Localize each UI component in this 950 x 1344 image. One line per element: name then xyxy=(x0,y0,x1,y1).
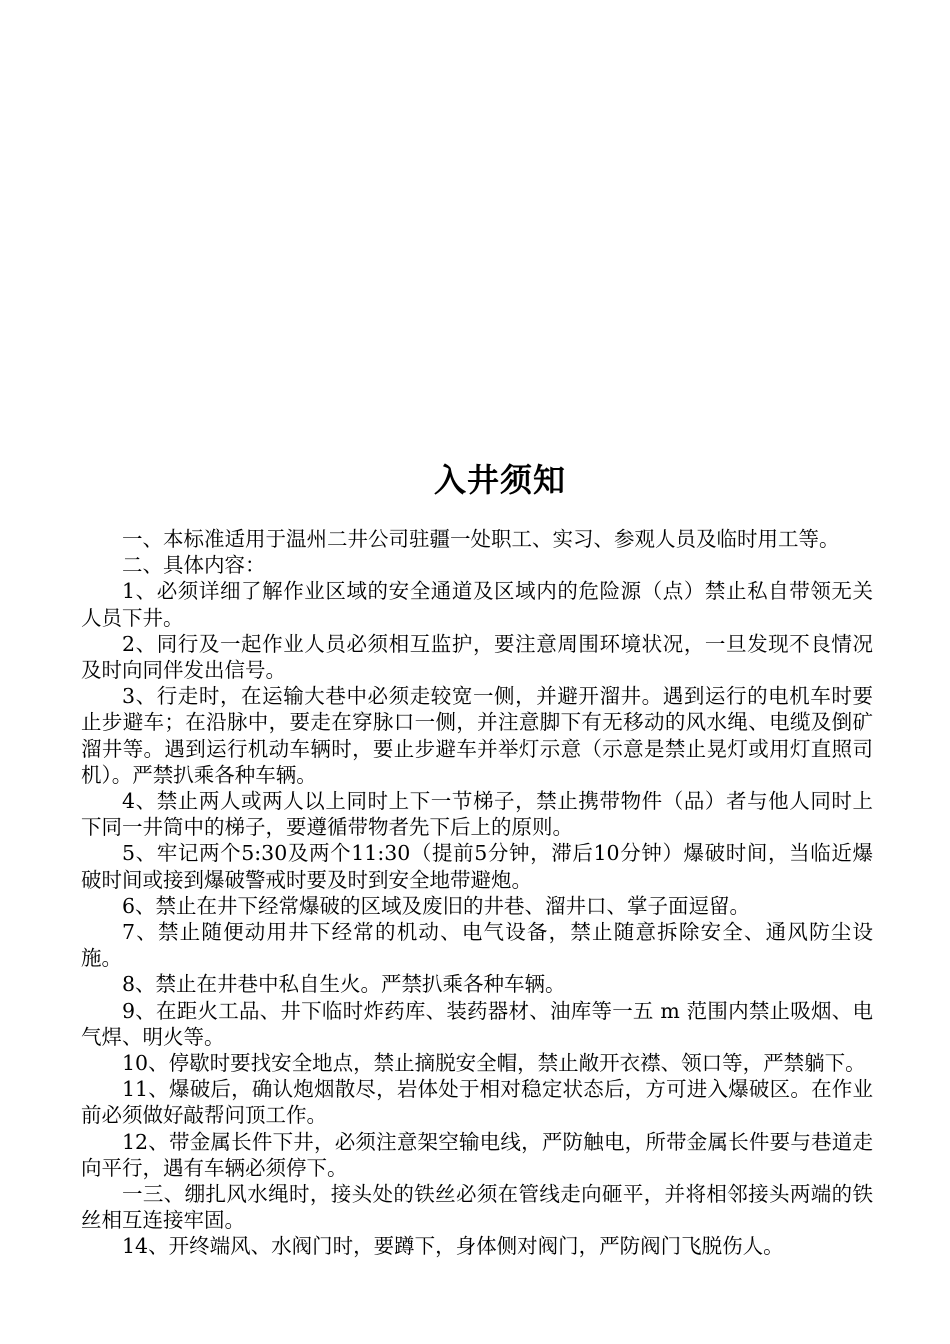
paragraph-rule-11: 11、爆破后，确认炮烟散尽，岩体处于相对稳定状态后，方可进入爆破区。在作业前必须做好敲帮问顶工作。 xyxy=(81,1077,873,1128)
paragraph-rule-14: 14、开终端风、水阀门时，要蹲下，身体侧对阀门，严防阀门飞脱伤人。 xyxy=(122,1234,784,1259)
paragraph-rule-2: 2、同行及一起作业人员必须相互监护，要注意周围环境状况，一旦发现不良情况及时向同伴发出信号。 xyxy=(81,631,873,683)
paragraph-rule-8: 8、禁止在井巷中私自生火。严禁扒乘各种车辆。 xyxy=(122,972,566,997)
paragraph-rule-12: 12、带金属长件下井，必须注意架空输电线，严防触电，所带金属长件要与巷道走向平行，遇有车辆必须停下。 xyxy=(81,1129,873,1180)
paragraph-rule-7: 7、禁止随便动用井下经常的机动、电气设备，禁止随意拆除安全、通风防尘设施。 xyxy=(81,920,873,971)
paragraph-rule-3: 3、行走时，在运输大巷中必须走较宽一侧，并避开溜井。遇到运行的电机车时要止步避车；在沿脉中，要走在穿脉口一侧，并注意脚下有无移动的风水绳、电缆及倒矿溜井等。遇到运行机动车辆时，要止步避车并举灯示意（示意是禁止晃灯或用灯直照司机）。严禁扒乘各种车辆。 xyxy=(81,684,873,787)
paragraph-rule-9: 9、在距火工品、井下临时炸药库、装药器材、油库等一五 m 范围内禁止吸烟、电气焊、明火等。 xyxy=(81,998,873,1049)
paragraph-scope: 一、本标准适用于温州二井公司驻疆一处职工、实习、参观人员及临时用工等。 xyxy=(122,527,840,551)
document-title: 入井须知 xyxy=(433,461,566,499)
paragraph-rule-4: 4、禁止两人或两人以上同时上下一节梯子，禁止携带物件（品）者与他人同时上下同一井筒中的梯子，要遵循带物者先下后上的原则。 xyxy=(81,789,873,840)
paragraph-rule-13: 一三、绷扎风水绳时，接头处的铁丝必须在管线走向砸平，并将相邻接头两端的铁丝相互连接牢固。 xyxy=(81,1182,873,1233)
paragraph-rule-1: 1、必须详细了解作业区域的安全通道及区域内的危险源（点）禁止私自带领无关人员下井。 xyxy=(81,579,873,630)
document-body xyxy=(81,526,873,1260)
paragraph-rule-6: 6、禁止在井下经常爆破的区域及废旧的井巷、溜井口、掌子面逗留。 xyxy=(122,893,751,918)
paragraph-rule-5: 5、牢记两个5:30及两个11:30（提前5分钟，滞后10分钟）爆破时间，当临近爆破时间或接到爆破警戒时要及时到安全地带避炮。 xyxy=(81,841,873,892)
paragraph-rule-10: 10、停歇时要找安全地点，禁止摘脱安全帽，禁止敞开衣襟、领口等，严禁躺下。 xyxy=(122,1051,866,1076)
paragraph-content-heading: 二、具体内容： xyxy=(122,553,266,578)
